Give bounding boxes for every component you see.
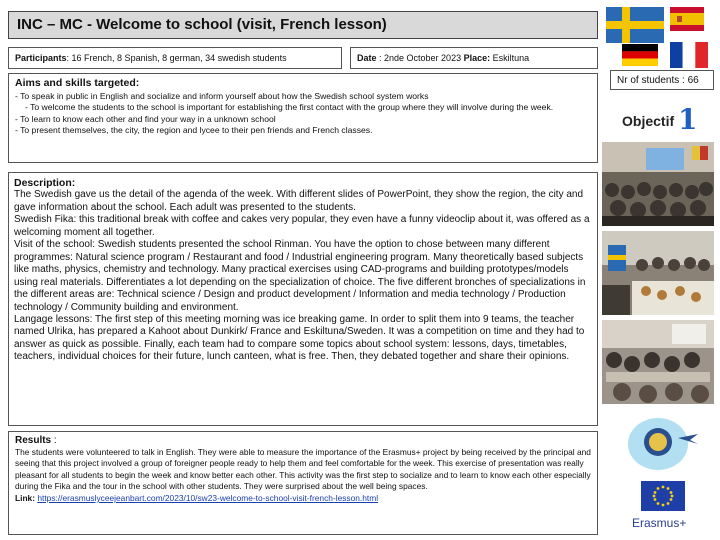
place-value: Eskiltuna [490,53,530,63]
participants-value: : 16 French, 8 Spanish, 8 german, 34 swedish students [66,53,287,63]
erasmus-label: Erasmus+ [632,516,687,530]
description-box [8,172,598,426]
aims-line: - To welcome the students to the school is important for establishing the first contact with the group where they will involve during the week. [25,102,554,113]
flag-france-icon [670,42,708,68]
results-link[interactable]: https://erasmuslyceejeanbart.com/2023/10/sw23-welcome-to-school-visit-french-lesson.html [37,492,379,503]
objectif-text: Objectif [622,113,675,129]
student-count: Nr of students : 66 [617,75,699,86]
aims-line: - To speak in public in English and socialize and inform yourself about how the Swedish school system works [15,90,429,101]
eu-flag-icon [641,481,685,511]
objectif-number: 1 [678,103,698,136]
date-box [350,47,598,69]
description-paragraph: Langage lessons: The first step of this meeting morning was ice breaking game. In order to split them into 9 teams, the teacher named Ulrika, has prepared a Kahoot about Dunkirk/ France and Eskiltuna/Sweden. It was a competition on time and they had to answer as quick as possible. Finally, each team had to compare some topics about school system: lessons, days, timetables, teachers, individual choices for their future, lunch canteen, what is free. Then, they debated together and share their opinions. [14,313,585,363]
description-paragraph: Swedish Fika: this traditional break with coffee and cakes very popular, they even have a funny videoclip about it, was offered as a welcoming moment all together. [14,214,590,238]
page-title [8,11,598,39]
flag-sweden-icon [606,7,664,43]
results-link-row [15,493,591,505]
place-label: Place: [463,53,491,63]
photo-fika [602,231,714,315]
student-count-box [610,70,714,90]
flag-germany-icon [622,44,658,66]
results-box [8,431,598,535]
photo-classroom [602,320,714,404]
photo-presentation [602,142,714,226]
aims-heading: Aims and skills targeted: [15,77,140,89]
objectif-logo [622,105,702,135]
date-label: Date [357,53,377,63]
aims-line: - To learn to know each other and find your way in a unknown school [15,113,276,124]
flag-spain-icon [670,7,704,31]
description-paragraph: Visit of the school: Swedish students presented the school Rinman. You have the option to chose between many different programmes: Natural science program / Restaurant and food / Industrial engineering program. Many theoretically based subjects like maths, physics, chemistry and technology. Many practical exercises using CAD-programs and building prototypes/models using real materials. Differentiates a lot depending on the specialization of choice. The five different bronches of specializations in the different areas are: Technical science / Design and product development / Information and media technology / Production technology / Community building and environment. [14,239,586,313]
title-text: INC – MC - Welcome to school (visit, French lesson) [17,16,387,33]
results-heading-suffix: : [51,435,57,446]
results-heading-row [15,435,591,447]
results-text: The students were volunteered to talk in English. They were able to measure the importance of the Erasmus+ project by being received by the principal and seeing that this project involved a group of foreigner people ready to help them and feel comfortable for the week. This exercise of presentation was really pleasant for all students to begin the week and know better each other. This activity was the first step to socialize and to learn to know each other especially during the Fika and the tour in the school with other students. They were surprised about the well being spaces. [15,446,591,492]
date-value: : 2nde October 2023 [376,53,464,63]
results-heading: Results [15,435,52,446]
school-crest-icon [624,414,700,474]
aims-box [8,73,598,163]
participants-label: Participants [15,53,67,63]
description-paragraph: The Swedish gave us the detail of the agenda of the week. With different slides of PowerPoint, they show the region, the city and gave information about the school. Each adult was presented to the students. [14,189,584,213]
aims-line: - To present themselves, the city, the region and lycee to their pen friends and French classes. [15,125,373,136]
participants-box [8,47,342,69]
results-link-label: Link: [15,492,36,503]
description-heading: Description: [14,177,76,189]
